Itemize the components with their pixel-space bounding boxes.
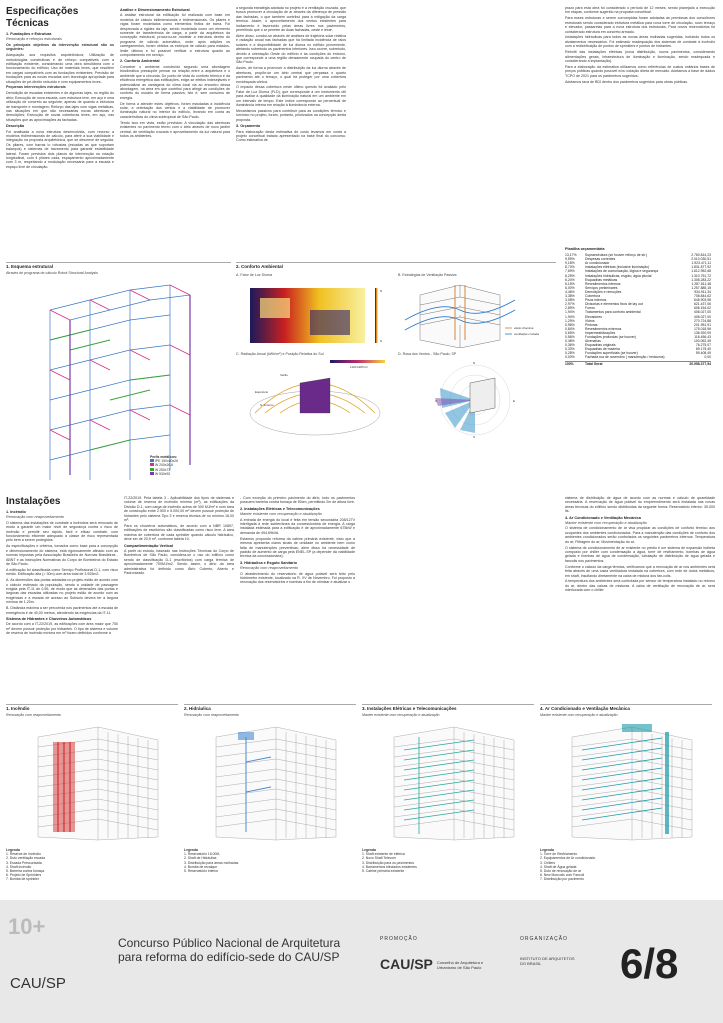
comfort-title: 2. Conforto Ambiental [120, 59, 160, 64]
budget-table [565, 245, 711, 366]
footer [0, 900, 723, 1023]
building-isometric-diagram [364, 722, 532, 842]
budget-desc: Tratamentos para conforto ambiental [585, 310, 641, 315]
mid-p1: IT-22/2019. Pela tabela 3 - Aplicabilidade dos tipos de sistemas e volume de reserva de incêndio mínima (m³), as edificações da Divisão D-1, com carga de incêndio acima de 300 MJ/m² e com área de construção entre 2.500 e 5.000,00 m² devem possuir proteção de hidrantes pelo sistema Tipo 3 e reserva técnica de no mínimo 18,00 m³. [124, 496, 234, 523]
legend-swatch-icon [150, 468, 154, 471]
budget-desc: Demolições e remoções [585, 289, 622, 294]
legend-item: 4. Barramentos blindados existentes [362, 864, 417, 869]
budget-val: 645.903,98 [694, 298, 711, 303]
analysis-title: Análise e Dimensionamento Estrutural [120, 8, 190, 12]
budget-desc: Ar condicionado [585, 261, 610, 266]
legend-swatch-icon [150, 463, 154, 466]
fig2-panel [236, 262, 556, 263]
bottom-panel-title: 2. Hidráulica [184, 706, 211, 711]
budget-desc: Divisórias e elementos fixos de lay out [585, 302, 643, 307]
budget-val: 708.844,62 [694, 294, 711, 299]
mid2-p1: - Com exceção do primeiro pavimento do átrio, todo os pavimentos possuem barreira contra fumaça de 50cm, permitindo 2m de altura livre. [240, 496, 355, 505]
budget-val: 1.923.471,11 [691, 261, 711, 266]
budget-val: 1.257.885,15 [691, 285, 711, 290]
s2-title: 2. Instalações Elétricas e Telecomunicações [240, 506, 320, 511]
col4-p4: Retrofit das instalações elétricas (nova distribuição, novos pavimentos, considerando alimentações gerais, infraestrutura de iluminação e iluminação, sendo readequada e considerando a implantação). [565, 50, 715, 63]
legend-item: 2. Novo Shaft Telecom [362, 856, 397, 861]
budget-pct: 0,28% [565, 351, 575, 356]
col3-p1: a segunda estratégia adotada no projeto é a ventilação cruzada, que busca promover a circulação de ar através da diferença de pressão das fachadas, o que também contribui para a mitigação da carga térmica. Assim, o aproveitamento dos ventos existentes para incitamento é favorecido pelas áreas livres nos pavimentos, permitindo que o ar penetre as duas fachadas, oeste e leste. [236, 6, 346, 33]
col4-p1: prazo para esta obra foi considerado o período de 12 meses, sendo planejado a execução em etapas, conforme sugerido na proposta conceitual. [565, 6, 715, 15]
budget-pct: 0,33% [565, 347, 575, 352]
install-s1-sub: Renovação com reaproveitamento [6, 515, 65, 520]
legend-item: 1. Reservatório 16.000L [184, 852, 221, 857]
legend-item: 1. Shaft existente de elétrica [362, 852, 405, 857]
cau-logo-sub: Conselho de Arquitetura e Urbanismo de São Paulo [436, 960, 484, 971]
fig1-sub: Através de programa de cálculo Robot Structural Analysis [6, 271, 98, 275]
budget-pct: 6,25% [565, 273, 575, 278]
s3-title: 3. Hidráulica e Esgoto Sanitário [240, 560, 297, 565]
budget-desc: Instalações elétricas (inclusive iluminação) [585, 265, 650, 270]
col4-p3: Instalações hidráulicas para todos as novas áreas molhadas sugeridas, incluindo todos os alvalamentos necessários. Foi estimado readequação dos sistemas de combate à incêndio com a redistribuição de pontos de sprinklers e pontos de hidrantes. [565, 35, 715, 49]
budget-pct: 6,00% [565, 285, 575, 290]
budget-pct: 0,36% [565, 343, 575, 348]
right2-column [565, 496, 715, 594]
legend-item: 7. Distribuição por pavimento [540, 877, 584, 882]
right2-p5: A temperatura dos ambientes será controlada por sensor de temperatura instalado no retorno do ar, dentro das caixas de misturas. A caixa de ventilação de renovação de ar, será interlocada com o chiller. [565, 579, 715, 593]
legend-item: 2. Duto ventilação escada [6, 856, 46, 861]
legend-title: Legenda [540, 848, 554, 852]
contest-logo: 10+ [8, 914, 46, 939]
s1-sub: Renovação e reforços estruturais [6, 37, 62, 42]
s1-p2-head: Pequenas intervenções estruturais [6, 85, 66, 90]
legend-item: 4. Bomba de recalque [184, 864, 218, 869]
bottom-panel-title: 3. Instalações Elétricas e Telecomunicações [362, 706, 457, 711]
bottom-panel [184, 704, 356, 705]
budget-val: 270.724,88 [694, 318, 711, 323]
bottom-legend [362, 848, 417, 873]
legend-item: 3. Escada Pressurizada [6, 860, 42, 865]
budget-pct: 6,15% [565, 281, 575, 286]
budget-pct: 3,38% [565, 294, 575, 299]
wind-n: N [473, 361, 476, 365]
budget-pct: 0,96% [565, 322, 575, 327]
budget-desc: Vidros [585, 318, 595, 323]
iab-logo: INSTITUTO DE ARQUITETOS DO BRASIL [520, 956, 575, 966]
budget-val: 76.275,07 [695, 343, 711, 348]
mid2-p3: Estamos propondo reforma da cabine primária existente, visto que a mesma apresenta claros sinais de umidade no ambiente bem como falta de manutenções preventivas; além disso há necessidade de padrão de aumento de carga pela ENEL-SP (a depender da viabilidade técnica da concessionária). [240, 536, 355, 559]
col3-p2: Além disso, conclui-se através de análises de trajetória solar relativa e radiação anual nas fachadas que há limitada incidência de raios solares e a disponibilidade de luz diurna no edifício proveniente, afetando sobretudo os pavimentos inferiores. Isso ocorre, sobretudo, devido à orientação Oeste do edifício e às condições do entorno, que corresponde a uma região densamente ocupada do centro de São Paulo. [236, 33, 346, 65]
fig2a-label: A. Fator de Luz Diurna [236, 273, 273, 277]
budget-val: 100.062,45 [694, 339, 711, 344]
legend-item: 5. Reservatório inferior [184, 869, 219, 874]
legend-item: 3. Chillers [540, 860, 556, 865]
budget-desc: Revestimentos internos [585, 281, 621, 286]
mid2-p4: O abastecimento do reservatório de água potável será feito pelo hidrômetro existente, localizado na R. XV de Novembro. Foi proposto a renovação dos reservatórios e bombas a fim de otimizar e atualizar o [240, 571, 355, 585]
cau-logo-text: CAU/SP [380, 956, 433, 972]
legend-item: W 250x73 [154, 467, 171, 472]
mid2-column [240, 496, 355, 586]
budget-pct: 0,65% [565, 330, 575, 335]
budget-desc: Cobertura [585, 294, 601, 299]
budget-val: 1.612.952,68 [691, 269, 711, 274]
budget-desc: Impermeabilizações [585, 330, 616, 335]
bottom-legend [6, 848, 45, 882]
budget-pct: 1,29% [565, 318, 575, 323]
col4-p2: Para esses estruturas e serem corrompidas foram adotadas as premissas dos consultores estruturais sendo considerado estrutura metálica para nova torre de circulação, novo terraço e elevador, passarelas para a nova estrutura dos estruturais. Para novos reservatórios foi considerado estrutura em concreto armado. [565, 16, 715, 34]
legend-item: W 200x26.6 [154, 463, 174, 468]
vert-text: A partir do estudo, baseado nas Instruções Técnicas do Corpo de Bombeiros de São Paulo, considera-se o uso do edifício como sendo de classificação D-1 (escritórios) com carga térmica de aproximadamente 700MJ/m2. Sendo assim, o átrio da área administrativa foi definido como Átrio Coberto, Aberto e Padronizado. [124, 548, 234, 575]
promo-label: PROMOÇÃO [380, 936, 418, 942]
budget-desc: Pinturas [585, 322, 598, 327]
budget-val: 116.456,43 [694, 334, 711, 339]
season-winter: S. Inverno [260, 403, 274, 407]
install-p2: As especificações e critérios, tomados como base para a concepção e dimensionamento do sistema, está rigorosamente afinado com as normas impostas pela Associação Brasileira de Normas Brasileiras - ABNT e as Instruções Normativas do Corpo de Bombeiros do Estado de São Paulo. [6, 544, 118, 566]
bottom-panel-sub: Manter existente com recuperação e atualização [362, 713, 440, 717]
budget-pct: 8,74% [565, 265, 575, 270]
mid-p2: Para os chuveiros automáticos, de acordo com a NBR 10897, edificações de escritórios são classificadas como risco leve. A área máxima de cobertura de cada sprinkler quando cálculo hidráulico, deve ser de 20,9 m², conforme tabela 10. [124, 523, 234, 542]
s3-sub: Renovação com reaproveitamento [240, 566, 299, 571]
budget-val: 59.408,49 [695, 351, 711, 356]
budget-val: 1.287.811,48 [691, 281, 711, 286]
budget-val: 406.027,00 [694, 310, 711, 315]
legend-item: 1. Reserva de Incêndio [6, 852, 41, 857]
s2-sub: Manter existente com recuperação e atualização [240, 512, 322, 517]
budget-desc: Alvenarias [585, 339, 601, 344]
budget-pct: 0,00% [565, 355, 575, 360]
struct-legend [150, 455, 178, 476]
fig1-title: 1. Esquema estrutural [6, 264, 54, 269]
comfort-p3: Tendo isso em vista, estão previstos: A vinculação das aberturas existentes no pavimento térreo com o átrio através de novo jardim central, de ventilação cruzada e aproveitamento da luz natural para todos os ambientes. [120, 120, 230, 138]
budget-pct: 4,46% [565, 289, 575, 294]
wind-s: S [473, 435, 476, 438]
budget-val: 934.911,34 [694, 289, 711, 294]
budget-val: 175.018,96 [694, 326, 711, 331]
contest-title: Concurso Público Nacional de Arquitetura para reforma do edifício-sede do CAU/SP [118, 936, 341, 964]
s4-title: 4. Ar Condicionado e Ventilação Mecânica [565, 515, 641, 520]
budget-desc: Fundações superficiais (se houver) [585, 351, 638, 356]
bottom-legend [184, 848, 238, 873]
budget-desc: Instalações hidráulicas, esgoto, água pluvial [585, 273, 652, 278]
col4-p5: Para a elaboração da estimativa utilizamos como referências de custos unitários bases de preços públicas quando possível e/ou cotação direta de mercado. Adotamos a base de dados TCPO de 2021 para os parâmetros sugeridos. [565, 64, 715, 78]
struct-legend-title: Perfis metálicos: [150, 455, 178, 459]
legend-title: Legenda [362, 848, 376, 852]
budget-val: 69.175,40 [695, 347, 711, 352]
bottom-panel-sub: Manter existente com recuperação e atualização [540, 713, 618, 717]
legend-item: IPE 150x80x26 [154, 459, 178, 464]
right2-p3: O sistema de condicionamento de ar existente no prédio é um sistema de expansão indireta composto por chiller com condensação a água, torre de resfriamento, bombas de água gelada e bombas de água de condensação, tubulação de distribuição de água gelada e fancoils nos pavimentos. [565, 545, 715, 563]
budget-val: 2.010.030,51 [691, 257, 711, 262]
install-p1: O sistema das instalações de combate a incêndios será renovado de modo a garantir um maior nível de segurança contra o risco de incêndio e permitir seu rápido, fácil e eficaz combate, com funcionamento eficiente adequado à classe de risco representada pelo bem a serem protegidos. [6, 520, 118, 543]
col3-p4: O impacto dessa cobertura neste último quesito foi avaliado pelo Fator de Luz Diurna (FLD), que corresponde a um instrumento útil para avaliar a qualidade da iluminação natural em um ambiente em um intervalo de tempo. Este índice corresponde ao percentual de iluminância interna em relação à iluminância externa. [236, 85, 346, 108]
legend-title: Legenda [6, 848, 20, 852]
desc-title: Descrição [6, 124, 25, 129]
season-summer: Verão [280, 373, 288, 377]
budget-desc: Esquadrias originais [585, 343, 616, 348]
fig2b-label: B. Estratégias de Ventilação Passiva [398, 273, 457, 277]
col4-column [565, 6, 715, 86]
budget-pct: 2,89% [565, 306, 575, 311]
budget-pct: 2,97% [565, 302, 575, 307]
legend-item: W 530x92 [154, 471, 171, 476]
radiation-scale: 1100 kWh/m² [350, 365, 368, 369]
total-pct: 100% [565, 361, 574, 366]
budget-pct: 1,94% [565, 310, 575, 315]
season-equinox: Equinócio [255, 390, 269, 394]
budget-val: 621.437,06 [694, 302, 711, 307]
s4-sub: Manter existente com recuperação e atualização [565, 521, 647, 526]
desc-text: Foi analisada a nova estrutura desenvolvida, com recurso a modelos tridimensionais de cálculo, para aferir a sua viabilidade e integração na proposta arquitetônica, que se descreve de seguida. Os pilares, com barras lo robustas (escadas as que suportam balanços) e sistemas de travamento para garantir estabilidade lateral. Foram previstos dois planos de intervenção na rotação longitudinal, com 4 pilares cada, espaçamento aproximadamente com 3 m, respeitando a modulação necessária para a escada e espaço livre de circulação. [6, 129, 114, 169]
budget-val: 1.831.877,92 [691, 265, 711, 270]
budget-pct: 1,94% [565, 314, 575, 319]
budget-desc: Elevadores [585, 314, 602, 319]
legend-item: 1. Torre de Resfriamento [540, 852, 578, 857]
wind-e: E [513, 399, 516, 403]
budget-desc: Esquadrias metálicas [585, 277, 618, 282]
budget-pct: 6,24% [565, 277, 575, 282]
cau-logo [380, 956, 497, 972]
budget-desc: Supraestrutura (se houver reforço de str.) [585, 253, 648, 258]
legend-item: 5. Barreira contra fumaça [6, 869, 45, 874]
col3-p3: Assim, de forma a promover a distribuição da luz diurna através de aberturas, propõe-se um átrio central que perpassa o quarto pavimento até o terraço, o qual irá proteger por uma cobertura envidraçada cônica. [236, 66, 346, 84]
fig2c-label: C. Radiação Anual (kWh/m²) e Posição Relativa do Sol [236, 352, 324, 356]
legend-item: 6. Projeto de Sprinklers [6, 873, 42, 878]
orc-title: 3. Orçamento [236, 124, 261, 129]
budget-pct: 0,84% [565, 326, 575, 331]
legend-item: 4. Shaft incêndio [6, 864, 32, 869]
bottom-panel [6, 704, 178, 705]
budget-desc: Revestimentos externos [585, 326, 622, 331]
legend-item: 6. New Moncoils com Fancoil [540, 873, 585, 878]
budget-val: 1.310.751,72 [691, 273, 711, 278]
install-p3: A edificação foi classificada como Serviço Profissional D-1, com risco médio. Edificação alta (> 30m) com área total de 3.925m2. [6, 567, 118, 577]
budget-val: 606.154,02 [694, 306, 711, 311]
budget-val: 201.951,91 [694, 322, 711, 327]
budget-pct: 9,18% [565, 261, 575, 266]
solar-radiation-diagram [240, 358, 395, 438]
comfort-p2: De forma a atender estes objetivos, foram estudadas a incidência solar, a orientação dos ventos e a viabilidade de promover iluminação natural no interior do edifício, levando em conta as características do clima subtropical de São Paulo. [120, 101, 230, 119]
right2-p1: sistema de distribuição de água de acordo com as normas e cálculo de quantidade necessária. A reservação de água potável do empreendimento será instalada nas novas áreas técnicas do edifício sendo distribuídas da seguinte forma: Reservatório inferior: 35.000 lts. [565, 496, 715, 514]
fig1-panel [6, 262, 231, 263]
budget-desc: Esquadrias de madeira [585, 347, 620, 352]
structural-3d-model [10, 280, 230, 485]
legend-item: 4. Shaft de Água gelada [540, 864, 577, 869]
s1-p1: Adequação aos requisitos arquitetônicos; Utilização de metodologias construtivas e de reforço compatíveis com a edificação existente, considerando uma obra simultânea com o funcionamento do edifício; Uso de materiais leves, que resultem em cargas compatíveis com as fundações existentes; Previsão de fundações para as novas escadas com tecnologia apropriada para situações de pé-direito reduzido e com equipamentos leves. [6, 53, 114, 84]
fig2-title: 2. Conforto Ambiental [236, 264, 283, 269]
daylight-factor-plan [240, 280, 390, 348]
budget-desc: Despesas correntes [585, 257, 616, 262]
label-n: N [380, 289, 383, 293]
budget-desc: Fundações profundas (se houver) [585, 334, 636, 339]
budget-desc: Instalações de comunicação, lógica e segurança [585, 269, 659, 274]
right2-p2: O sistema de condicionamento de ar visa propiciar as condições de conforto térmico aos ocupantes dos ambientes condicionados. Para a manutenção das condições de conforto dos ambientes condicionados serão controlados os seguintes parâmetros internos: Temperatura do ar; Filtragem do ar; Movimentação do ar. [565, 526, 715, 544]
s1-title: 1. Fundações e Estrutura [6, 32, 52, 36]
total-val: 20.958.377,54 [689, 361, 711, 366]
s1-p2: Demolição de escadas existentes e de algumas lajes, no região do átrio; Execução de nova escada, com estrutura leve, em aço e uma utilização de concreto ao seguinte, apenas de quando a estrutura de transporte e montagem; Reforço das lajes com vigas metálicas, nas situações em que são necessárias novas aberturas e demolições; Execução de novas coberturas leves, em aço, nas situações que as aproximações às fachadas. [6, 91, 114, 122]
specs-column [6, 6, 114, 171]
budget-val: 136.920,09 [694, 330, 711, 335]
vent-legend-cross: ventilação cruzada [514, 332, 540, 336]
comfort-p1: Conceber o ambiente construído segundo uma abordagem bioclimática pressupõe pensar na relação entre a arquitetura e o ambiente que a circunda. Do ponto de vista do conforto térmico e da eficiência energética das edificações, exige-se efeitos indesejáveis e potencializar as vantagens do clima local via ao encontro dessa abordagem, na área em que contribui para atingir as condições de conforto do usuário de forma passiva, isto é, sem consumo de energia. [120, 64, 230, 100]
total-label: Total Geral [585, 361, 603, 366]
analysis-column [120, 6, 230, 140]
budget-row [565, 355, 711, 359]
install-s1-title: 1. Incêndio [6, 510, 26, 514]
legend-swatch-icon [150, 472, 154, 475]
orc-text: Para elaboração desta estimativa de custo levamos em conta a projeto conceitual tratado apresentado na base final do concurso. Como estimativa de [236, 129, 346, 143]
ventilation-diagram [400, 280, 555, 348]
legend-swatch-icon [150, 459, 154, 462]
budget-pct: 0,48% [565, 339, 575, 344]
budget-pct: 9,59% [565, 257, 575, 262]
s1-p1-head: Os principais objetivos da intervenção estrutural são os seguintes: [6, 42, 114, 52]
bottom-panel-sub: Renovação com reaproveitamento [184, 713, 239, 717]
label-s: S [380, 339, 383, 343]
legend-item: 7. Bomba de sprinkler [6, 877, 39, 882]
budget-pct: 13,17% [565, 253, 577, 258]
bottom-panel-title: 4. Ar Condicionado e Ventilação Mecânica [540, 706, 630, 711]
hyd-text: De acordo com a IT-22/2019, as edificações com área maior que 750 m² devem possuir proteção por hidrantes. O tipo de sistema e volume de reserva de incêndio mínima em m³ foram definidos conforme a [6, 622, 118, 636]
legend-item: 5. Duto de renovação de ar [540, 869, 582, 874]
bottom-panel [540, 704, 712, 705]
building-isometric-diagram [8, 722, 176, 842]
budget-desc: Serviços preliminares [585, 285, 618, 290]
budget-desc: Fachada rua de novembro ( manutenção / restauros) [585, 355, 665, 360]
hyd-title: Sistema de Hidrantes e Chuveiros Automáticos [6, 616, 92, 621]
install-column [6, 496, 118, 637]
building-isometric-diagram [186, 722, 354, 842]
budget-val: 1.308.283,22 [691, 277, 711, 282]
budget-desc: Forros [585, 306, 595, 311]
legend-item: 2. Shaft de Hidráulica [184, 856, 217, 861]
analysis-p1: A análise estrutural da edificação foi realizada com base em modelos de cálculo bidimensionais e tridimensionais. Os pilares e vigas foram modelados como elementos finitos de barra. Foi desprezada a rigidez da laje, sendo modelada como um elemento somente de transferência de carga, a partir da arquitetura da concepção estrutural, procurou-se modelar a estrutura dentro do programa de cálculo automático, onde, após adições os carregamentos, foram obtidos os esforços de cálculo para estados-limite últimos e foi possível verificar a estrutura quanto ao comportamento em serviço. [120, 13, 230, 58]
page-number: 6/8 [620, 940, 679, 987]
budget-pct: 0,56% [565, 334, 575, 339]
budget-pct: 7,69% [565, 269, 575, 274]
bottom-panel-title: 1. Incêndio [6, 706, 30, 711]
install-p5: B. Distância máxima a ser percorrida nos pavimentos até a escada de emergência é de 40,00 metros, atendendo às exigências da IT-11. [6, 606, 118, 615]
bottom-panel [362, 704, 534, 705]
legend-item: 5. Cabine primária existente [362, 869, 405, 874]
legend-item: 2. Equipamentos de Ar condicionado [540, 856, 596, 861]
col4-p6: Adotamos taxa de BDI dentro dos parâmetros sugeridos para obras públicas. [565, 79, 689, 84]
vert-title: Compartimentação Vertical [124, 543, 173, 548]
budget-val: 406.027,00 [694, 314, 711, 319]
budget-val: 0,00 [704, 355, 711, 360]
col3-column [236, 6, 346, 144]
vent-legend-chimney: efeito chaminé [514, 326, 534, 330]
bottom-legend [540, 848, 595, 882]
install-p4: A. As dimensões das portas adotadas no projeto estão de acordo com o cálculo estimado da população, sendo a unidade de passagem exigida pela IT-11 de 0,55, de modo que as dimensões das portas e larguras das escadas utilizadas no projeto estão de acordo com as exigências e a escada de acesso ao Subsolo deverá ter a largura mínima de 1,20m. [6, 578, 118, 605]
legend-item: 3. Distribuição para áreas molhadas [184, 860, 239, 865]
col3-p5: Mecanismos passivos para contribuir para as condições térmico e lumínico no projeto, foram, portanto, priorizados na concepção desta proposta. [236, 108, 346, 122]
budget-total-row [565, 361, 711, 366]
org-label: ORGANIZAÇÃO [520, 936, 568, 942]
mid2-p2: A entrada de energia do local é feita em tensão secundária 208/127V interligada à rede subterrânea da concessionária de energia. A carga instalada estimada para a edificação é de aproximadamente 675kW e demanda de 494,69kVA. [240, 517, 355, 535]
wind-rose-diagram [400, 358, 555, 438]
wind-o: O [435, 399, 438, 403]
building-isometric-diagram [542, 722, 710, 842]
install-title: Instalações [6, 496, 61, 507]
budget-desc: Pisos internos [585, 298, 607, 303]
specs-title: Especificações Técnicas [6, 6, 79, 29]
budget-val: 2.760.814,23 [691, 253, 711, 258]
cau-mark: CAU/SP [10, 975, 66, 992]
legend-title: Legenda [184, 848, 198, 852]
right2-p4: Conforme o cálculo da carga térmica, verificamos que a renovação de ar nos ambientes será feita através de uma caixa ventiladora instalada na cobertura, com rede de dutos metálicos, em shaft, insuflando diretamente na caixa de mistura dos fan-coils. [565, 564, 715, 578]
budget-pct: 3,08% [565, 298, 575, 303]
bottom-panel-sub: Renovação com reaproveitamento [6, 713, 61, 717]
fig2d-label: D. Rosa dos Ventos - São Paulo, SP [398, 352, 457, 356]
budget-title: Planilha orçamentária [565, 247, 605, 251]
legend-item: 3. Distribuição para os pavimentos [362, 860, 415, 865]
mid-column [124, 496, 234, 577]
